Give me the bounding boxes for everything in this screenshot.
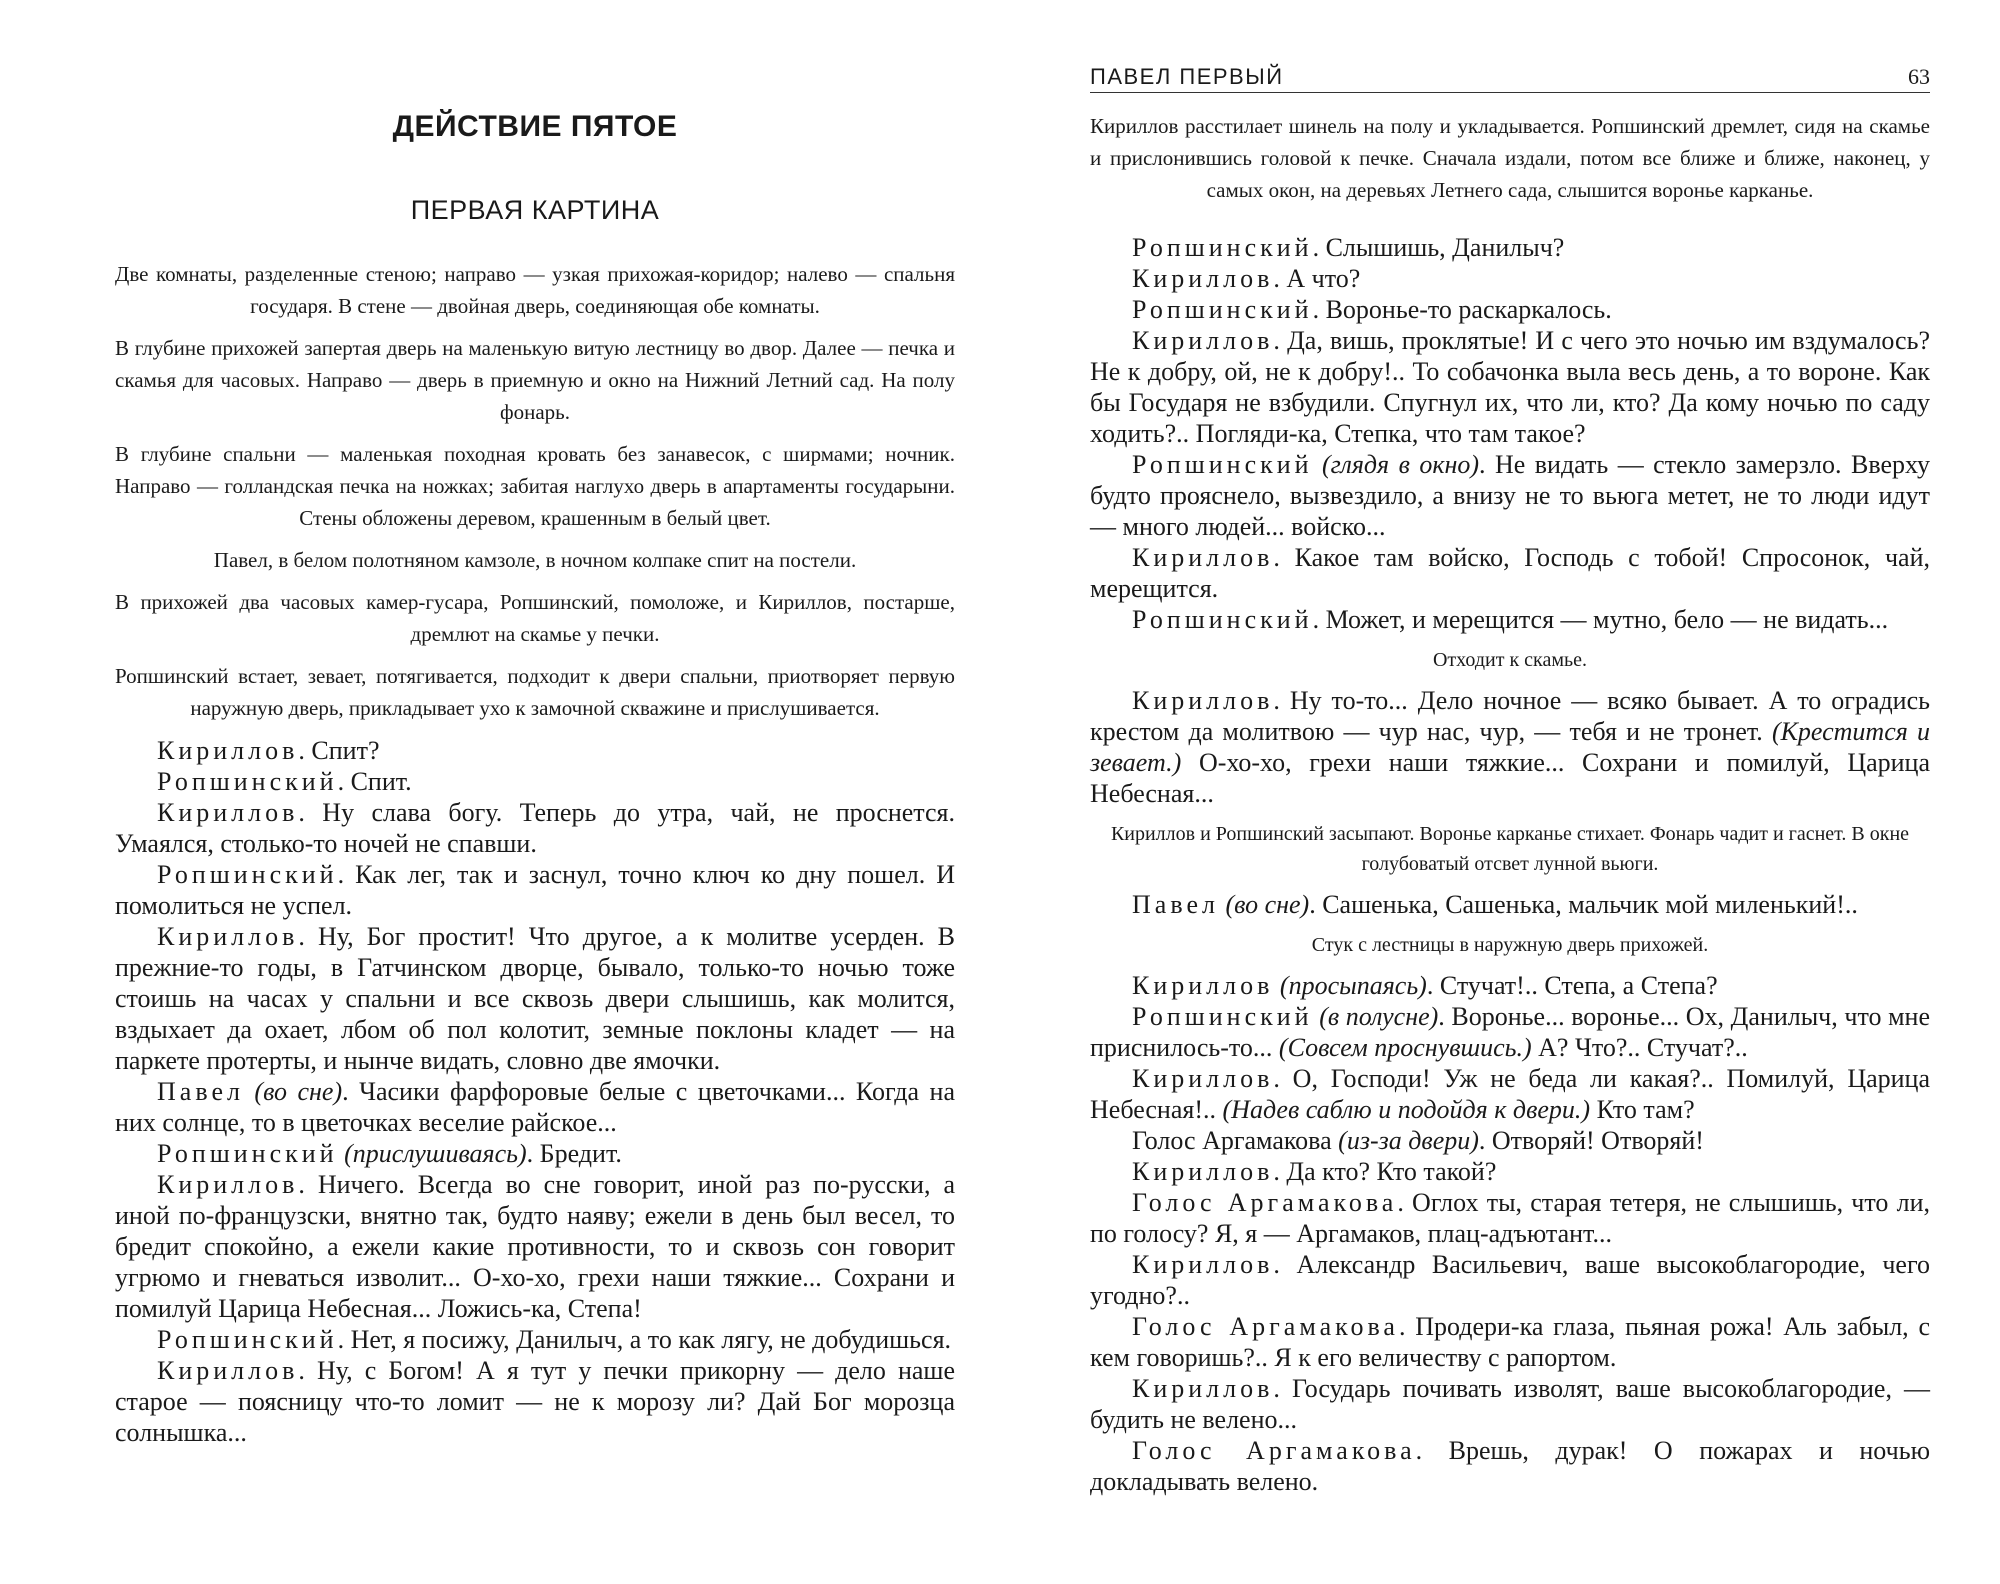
line-text: . А что? xyxy=(1273,264,1361,293)
scene-title: ПЕРВАЯ КАРТИНА xyxy=(410,195,660,225)
page-number: 63 xyxy=(1908,64,1930,89)
line-text: . Спит. xyxy=(337,767,412,796)
stage-direction: В глубине прихожей запертая дверь на маленькую витую лестницу во двор. Далее — печка и скамья для часовых. Направо — дверь в приемную и окно на Нижний Летний сад. На полу фонарь. xyxy=(115,336,955,424)
dialogue-line xyxy=(1090,1001,1930,1063)
speaker: Кириллов xyxy=(1132,1157,1274,1186)
line-text: . Да кто? Кто такой? xyxy=(1273,1157,1497,1186)
speaker: Кириллов xyxy=(1132,1250,1274,1279)
speaker: Ропшинский xyxy=(1132,605,1313,634)
remark: (просыпаясь) xyxy=(1273,971,1427,1000)
line-text: . Отворяй! Отворяй! xyxy=(1478,1126,1704,1155)
dialogue-line xyxy=(1090,1187,1930,1249)
speaker: Ропшинский xyxy=(1132,1002,1313,1031)
dialogue-line xyxy=(115,1355,955,1448)
line-text: . Слышишь, Данилыч? xyxy=(1312,233,1565,262)
line-text: . Ну слава богу. Теперь до утра, чай, не проснется. Умаялся, столько-то ночей не спавши. xyxy=(115,798,955,858)
line-text: . Ну, Бог простит! Что другое, а к молитве усерден. В прежние-то годы, в Гатчинском дворце, бывало, только-то ночью тоже стоишь на часах у спальни и все сквозь двери слышишь, как молится, вздыхает да охает, лбом об пол колотит, земные поклоны кладет — на паркете протерты, и нынче видать, словно две ямочки. xyxy=(115,922,955,1075)
speaker: Ропшинский xyxy=(1132,450,1313,479)
speaker: Голос Аргамакова xyxy=(1132,1188,1398,1217)
dialogue-line xyxy=(115,1169,955,1324)
line-text: . О, Господи! Уж не беда ли какая?.. Помилуй, Царица Небесная!.. xyxy=(1090,1064,1930,1124)
dialogue-line xyxy=(1090,1063,1930,1125)
speaker: Голос Аргамакова xyxy=(1132,1436,1416,1465)
running-head xyxy=(1090,60,1930,93)
speaker: Кириллов xyxy=(1132,326,1274,355)
stage-direction: Две комнаты, разделенные стеною; направо — узкая прихожая-коридор; налево — спальня государя. В стене — двойная дверь, соединяющая обе комнаты. xyxy=(115,262,955,318)
speaker: Павел xyxy=(157,1077,244,1106)
line-text: . Ничего. Всегда во сне говорит, иной раз по-русски, а иной по-французски, внятно так, будто наяву; ежели в день был весел, то бредит спокойно, а ежели какие противности, то и сквозь сон говорит угрюмо и гневаться изволит... О-хо-хо, грехи наши тяжкие... Сохрани и помилуй Царица Небесная... Ложись-ка, Степа! xyxy=(115,1170,955,1323)
dialogue-line xyxy=(115,735,955,766)
line-text: . Ну то-то... Дело ночное — всяко бывает. А то оградись крестом да молитвою — чур нас, чур, — тебя и не тронет. xyxy=(1090,686,1930,746)
speaker: Кириллов xyxy=(1132,1374,1274,1403)
stage-directions xyxy=(115,258,955,734)
dialogue-line xyxy=(115,766,955,797)
speaker: Голос Аргамакова xyxy=(1132,1126,1332,1155)
line-text: Кто там? xyxy=(1590,1095,1695,1124)
dialogue-line xyxy=(115,797,955,859)
dialogue-line xyxy=(1090,294,1930,325)
line-text: . Оглох ты, старая тетеря, не слышишь, что ли, по голосу? Я, я — Аргамаков, плац-адъютант... xyxy=(1090,1188,1930,1248)
speaker: Голос Аргамакова xyxy=(1132,1312,1399,1341)
stage-direction: Отходит к скамье. xyxy=(1432,649,1587,671)
dialogue-line xyxy=(1090,325,1930,449)
dialogue-line xyxy=(1090,970,1930,1001)
line-text: . Продери-ка глаза, пьяная рожа! Аль забыл, с кем говоришь?.. Я к его величеству с рапортом. xyxy=(1090,1312,1930,1372)
dialogue-line xyxy=(1090,1435,1930,1497)
dialogue-line xyxy=(1090,1249,1930,1311)
act-title: ДЕЙСТВИЕ ПЯТОЕ xyxy=(392,110,678,143)
running-title: ПАВЕЛ ПЕРВЫЙ xyxy=(1090,64,1284,89)
speaker: Ропшинский xyxy=(157,1139,338,1168)
stage-direction: В глубине спальни — маленькая походная кровать без занавесок, с ширмами; ночник. Направо — голландская печка на ножках; забитая наглухо дверь в апартаменты государыни. Стены обложены деревом, крашенным в белый цвет. xyxy=(115,442,955,530)
line-text: . Воронье-то раскаркалось. xyxy=(1312,295,1612,324)
dialogue-line xyxy=(1090,604,1930,635)
line-text: . Какое там войско, Господь с тобой! Спросонок, чай, мерещится. xyxy=(1090,543,1930,603)
remark: (Надев саблю и подойдя к двери.) xyxy=(1222,1095,1591,1124)
dialogue-line xyxy=(1090,1311,1930,1373)
line-text: . Как лег, так и заснул, точно ключ ко дну пошел. И помолиться не успел. xyxy=(115,860,955,920)
dialogue-line xyxy=(1090,1373,1930,1435)
stage-direction: Ропшинский встает, зевает, потягивается, подходит к двери спальни, приотворяет первую наружную дверь, прикладывает ухо к замочной скважине и прислушивается. xyxy=(115,664,955,720)
line-text: . Врешь, дурак! О пожарах и ночью докладывать велено. xyxy=(1090,1436,1930,1496)
line-text: . Да, вишь, проклятые! И с чего это ночью им вздумалось? Не к добру, ой, не к добру!.. То собачонка выла весь день, а то вороне. Как бы Государя не взбудили. Спугнул их, что ли, кто? Да кому ночью по саду ходить?.. Погляди-ка, Степка, что там такое? xyxy=(1090,326,1930,448)
speaker: Кириллов xyxy=(1132,1064,1274,1093)
dialogue-line xyxy=(115,1076,955,1138)
line-text: . Не видать — стекло замерзло. Вверху будто прояснело, вызвездило, а внизу не то вьюга метет, не то люди идут — много людей... войско... xyxy=(1090,450,1930,541)
speaker: Кириллов xyxy=(157,922,299,951)
line-text: А? Что?.. Стучат?.. xyxy=(1531,1033,1748,1062)
dialogue-line xyxy=(115,859,955,921)
remark: (глядя в окно) xyxy=(1312,450,1480,479)
line-text: . Стучат!.. Степа, а Степа? xyxy=(1426,971,1718,1000)
dialogue-line xyxy=(1090,542,1930,604)
remark: (Крестится и зевает.) xyxy=(1090,717,1930,777)
line-text: . Воронье... воронье... Ох, Данилыч, что мне приснилось-то... xyxy=(1090,1002,1931,1062)
speaker: Павел xyxy=(1132,890,1219,919)
line-text: . Бредит. xyxy=(526,1139,622,1168)
remark: (в полусне) xyxy=(1312,1002,1439,1031)
speaker: Ропшинский xyxy=(1132,233,1313,262)
remark: (из-за двери) xyxy=(1331,1126,1479,1155)
speaker: Ропшинский xyxy=(157,860,338,889)
dialogue-line xyxy=(1090,263,1930,294)
stage-direction: В прихожей два часовых камер-гусара, Ропшинский, помоложе, и Кириллов, постарше, дремлют на скамье у печки. xyxy=(115,590,955,646)
speaker: Кириллов xyxy=(157,736,299,765)
dialogue-line xyxy=(115,1324,955,1355)
stage-direction: Кириллов расстилает шинель на полу и укладывается. Ропшинский дремлет, сидя на скамье и прислонившись головой к печке. Сначала издали, потом все ближе и ближе, наконец, у самых окон, на деревьях Летнего сада, слышится воронье карканье. xyxy=(1090,114,1930,202)
remark: (Совсем проснувшись.) xyxy=(1278,1033,1532,1062)
speaker: Ропшинский xyxy=(157,1325,338,1354)
dialogue-line xyxy=(1090,449,1930,542)
line-text: . Сашенька, Сашенька, мальчик мой миленький!.. xyxy=(1309,890,1858,919)
speaker: Ропшинский xyxy=(1132,295,1313,324)
line-text: . Государь почивать изволят, ваше высокоблагородие, — будить не велено... xyxy=(1090,1374,1930,1434)
line-text: . Нет, я посижу, Данилыч, а то как лягу, не добудишься. xyxy=(337,1325,952,1354)
dialogue-line xyxy=(1090,232,1930,263)
stage-direction: Павел, в белом полотняном камзоле, в ночном колпаке спит на постели. xyxy=(213,548,857,572)
line-text: . Спит? xyxy=(298,736,380,765)
dialogue-line xyxy=(1090,1156,1930,1187)
line-text: . Часики фарфоровые белые с цветочками... Когда на них солнце, то в цветочках веселие райское... xyxy=(115,1077,955,1137)
speaker: Кириллов xyxy=(1132,543,1274,572)
speaker: Кириллов xyxy=(1132,264,1274,293)
line-text: . Может, и мерещится — мутно, бело — не видать... xyxy=(1312,605,1889,634)
speaker: Кириллов xyxy=(1132,686,1274,715)
speaker: Ропшинский xyxy=(157,767,338,796)
dialogue-line xyxy=(115,1138,955,1169)
line-text: . Ну, с Богом! А я тут у печки прикорну — дело наше старое — поясницу что-то ломит — не к морозу ли? Дай Бог морозца солнышка... xyxy=(115,1356,955,1447)
dialogue-line xyxy=(115,921,955,1076)
dialogue xyxy=(1090,232,1930,1497)
dialogue-line xyxy=(1090,889,1930,920)
speaker: Кириллов xyxy=(157,1356,299,1385)
dialogue-line xyxy=(1090,685,1930,809)
dialogue-line xyxy=(1090,1125,1930,1156)
line-text: . Александр Васильевич, ваше высокоблагородие, чего угодно?.. xyxy=(1090,1250,1930,1310)
dialogue xyxy=(115,735,955,1448)
stage-direction: Стук с лестницы в наружную дверь прихожей. xyxy=(1311,934,1709,956)
remark: (во сне) xyxy=(243,1077,343,1106)
remark: (прислушиваясь) xyxy=(337,1139,527,1168)
speaker: Кириллов xyxy=(157,798,299,827)
remark: (во сне) xyxy=(1218,890,1310,919)
stage-direction: Кириллов и Ропшинский засыпают. Воронье карканье стихает. Фонарь чадит и гаснет. В окне голубоватый отсвет лунной вьюги. xyxy=(1110,823,1910,875)
speaker: Кириллов xyxy=(1132,971,1274,1000)
speaker: Кириллов xyxy=(157,1170,299,1199)
line-text: О-хо-хо, грехи наши тяжкие... Сохрани и помилуй, Царица Небесная... xyxy=(1090,748,1930,808)
stage-directions xyxy=(1090,110,1930,216)
